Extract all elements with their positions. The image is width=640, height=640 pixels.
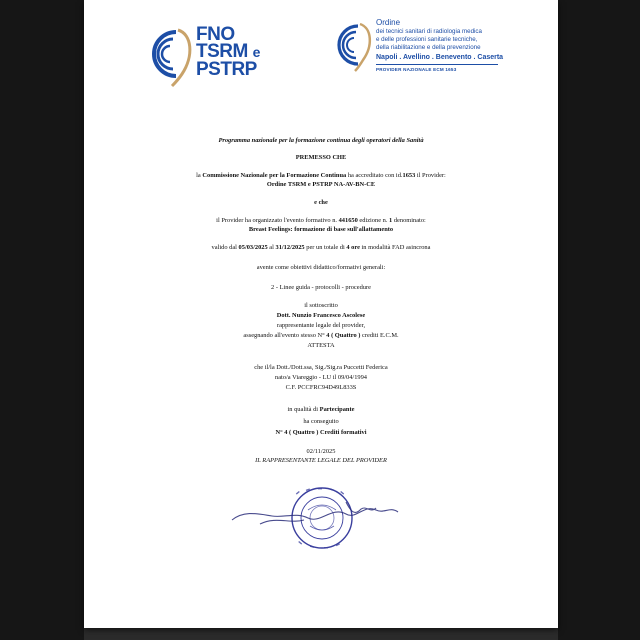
attesta-line: ATTESTA [307,342,335,349]
ordine-logo [334,18,504,96]
fno-line-2-e: e [252,44,260,60]
crediti-finali: N° 4 ( Quattro ) Crediti formativi [275,429,367,436]
fno-emblem-icon [146,26,196,88]
ordine-divider [376,64,498,65]
firmatario-name: Dott. Nunzio Francesco Ascolese [276,312,366,319]
rappresentante-line: rappresentante legale del provider, [276,322,366,329]
ordine-provider-label: PROVIDER NAZIONALE ECM 1653 [376,66,457,72]
rappresentante-legale-label: IL RAPPRESENTANTE LEGALE DEL PROVIDER [255,457,387,464]
nascita-line: nato/a Viareggio - LU il 09/04/1994 [275,374,367,381]
qualita-line: in qualità di Partecipante [287,406,355,413]
fno-line-1: FNO [196,24,235,45]
e-che: e che [314,199,328,206]
premesso-heading: PREMESSO CHE [295,154,347,161]
ordine-emblem-icon [334,20,374,76]
obiettivi-line: avente come obiettivi didattico/formativi generali: [256,264,386,271]
ordine-line-3: della riabilitazione e della prevenzione [376,44,481,52]
fno-line-2: TSRM [196,41,248,62]
signature-area [84,480,558,570]
viewer-right-border [558,0,640,640]
data-rilascio: 02/11/2025 [306,448,336,455]
conseguito-line: ha conseguito [303,418,339,425]
stamp-and-signature-icon [84,480,558,570]
evento-line: il Provider ha organizzato l'evento formativo n. 441650 edizione n. 1 denominato: [216,217,426,224]
codice-fiscale: C.F. PCCFRC94D49L833S [285,384,357,391]
viewer-left-border [0,0,84,640]
sottoscritto-line: il sottoscritto [304,302,338,309]
commissione-line: la Commissione Nazionale per la Formazione Continua ha accreditato con id.1653 il Provider: [196,172,446,179]
validita-line: valido dal 05/03/2025 al 31/12/2025 per un totale di 4 ore in modalità FAD asincrona [211,244,431,251]
obiettivo-item: 2 - Linee guida - protocolli - procedure [271,284,371,291]
certificate-page [84,0,558,628]
ordine-cities: Napoli . Avellino . Benevento . Caserta [376,53,504,61]
fno-tsrm-pstrp-logo [146,20,266,90]
provider-name: Ordine TSRM e PSTRP NA-AV-BN-CE [266,181,376,188]
ordine-line-1: dei tecnici sanitari di radiologia medica [376,28,482,35]
ordine-line-2: e delle professioni sanitarie tecniche, [376,36,478,44]
assegnando-line: assegnando all'evento stesso N° 4 ( Quattro ) crediti E.C.M. [243,332,399,339]
programma-heading: Programma nazionale per la formazione continua degli operatori della Sanità [218,137,424,144]
ordine-title: Ordine [376,18,401,27]
partecipante-line: che il/la Dott./Dott.ssa, Sig./Sig.ra Puccetti Federica [254,364,388,371]
evento-title: Breast Feelings: formazione di base sull'allattamento [248,226,394,233]
fno-line-3: PSTRP [196,59,257,80]
